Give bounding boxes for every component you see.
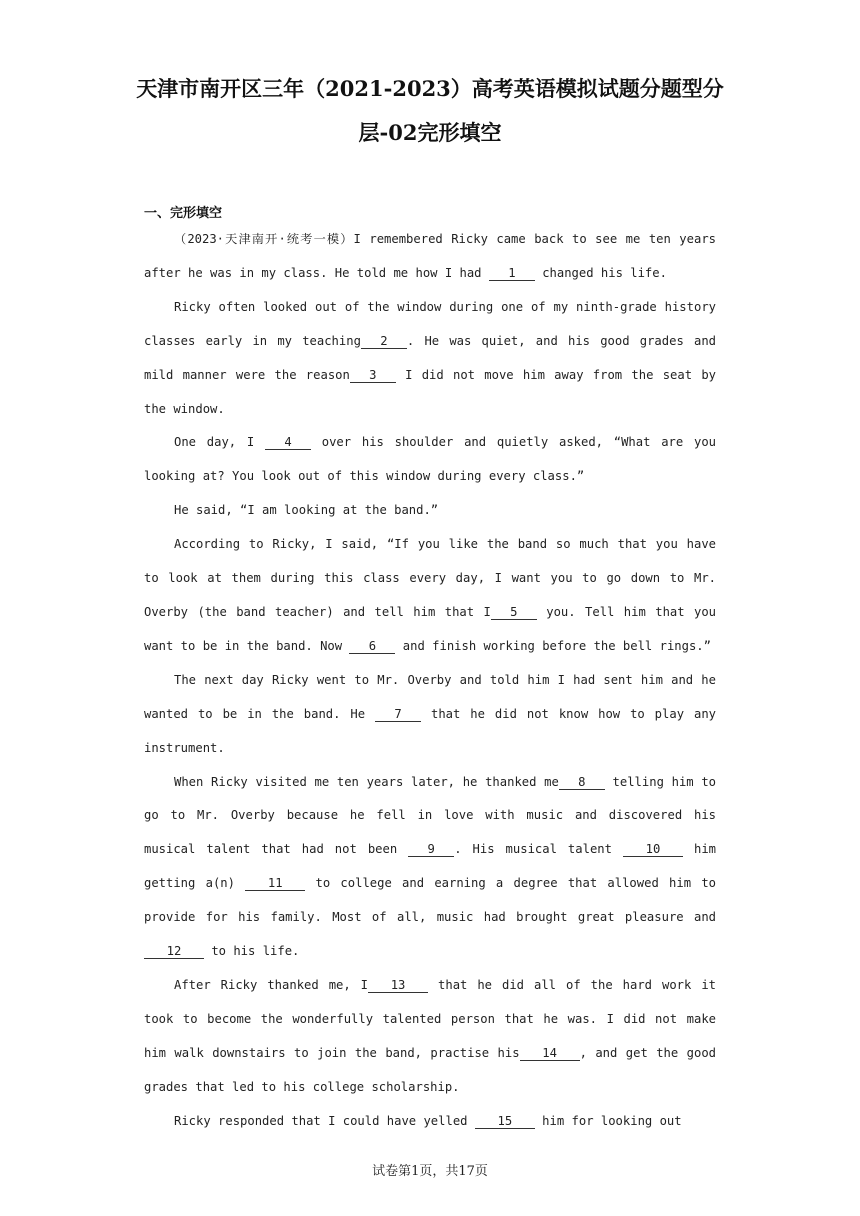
paragraph-text: that he did all of the hard work it took to become the wonderfully talented person that he was. I did not make him walk downstairs to join the band, practise his: [144, 977, 717, 1060]
page-footer: 试卷第1页，共17页: [372, 1164, 488, 1179]
paragraph-5: [144, 528, 716, 664]
paragraph-text: One day, I: [174, 435, 265, 450]
blank-15: 15: [475, 1114, 535, 1129]
blank-12: 12: [144, 944, 204, 959]
paragraph-text: telling him to go to Mr. Overby because he fell in love with music and discovered his musical talent that had not been: [144, 774, 716, 857]
page-title-line-2: 层-02完形填空: [358, 120, 502, 145]
paragraph-text: Ricky responded that I could have yelled: [174, 1113, 475, 1128]
paragraph-text: to college and earning a degree that allowed him to provide for his family. Most of all, music had brought great pleasure and: [144, 876, 716, 925]
blank-14: 14: [520, 1046, 580, 1061]
blank-8: 8: [559, 775, 605, 790]
blank-13: 13: [368, 978, 428, 993]
paragraph-7: [144, 766, 716, 969]
paragraph-3: [144, 426, 716, 494]
paragraph-text: that he did not know how to play any instrument.: [144, 706, 716, 755]
blank-5: 5: [491, 605, 537, 620]
paragraph-text: you. Tell him that you want to be in the band. Now: [144, 604, 717, 653]
paragraph-text: over his shoulder and quietly asked, “What are you looking at? You look out of this window during every class.”: [144, 435, 716, 484]
paragraph-text: and finish working before the bell rings.”: [395, 638, 711, 653]
paragraph-4: [144, 494, 716, 528]
paragraph-text: The next day Ricky went to Mr. Overby and told him I had sent him and he wanted to be in the band. He: [144, 672, 716, 721]
blank-2: 2: [361, 334, 407, 349]
paragraph-9: [144, 1105, 716, 1139]
blank-10: 10: [623, 842, 683, 857]
paragraph-text: He said, “I am looking at the band.”: [174, 503, 439, 518]
cloze-passage: [144, 223, 716, 1138]
paragraph-text: I did not move him away from the seat by the window.: [144, 367, 716, 416]
paragraph-text: , and get the good grades that led to his college scholarship.: [144, 1045, 717, 1094]
blank-6: 6: [349, 639, 395, 654]
blank-11: 11: [245, 876, 305, 891]
paragraph-text: to his life.: [204, 944, 300, 959]
paragraph-text: According to Ricky, I said, “If you like the band so much that you have to look at them during this class every day, I want you to go down to Mr. Overby (the band teacher) and tell him that I: [144, 537, 716, 619]
blank-7: 7: [375, 707, 421, 722]
blank-3: 3: [350, 368, 396, 383]
paragraph-text: him getting a(n): [144, 842, 716, 891]
paragraph-text: When Ricky visited me ten years later, he thanked me: [174, 774, 559, 789]
paragraph-text: . His musical talent: [454, 842, 623, 857]
blank-4: 4: [265, 435, 311, 450]
paragraph-text: Ricky often looked out of the window during one of my ninth-grade history classes early in my teaching: [144, 299, 716, 348]
paragraph-2: [144, 291, 716, 427]
paragraph-8: [144, 969, 716, 1105]
paragraph-text: After Ricky thanked me, I: [174, 977, 369, 992]
paragraph-text: changed his life.: [534, 265, 667, 280]
paragraph-text: . He was quiet, and his good grades and mild manner were the reason: [144, 333, 717, 382]
paragraph-text: （2023·天津南开·统考一模）I remembered Ricky came back to see me ten years after he was in my class. He told me how I had: [144, 232, 716, 280]
blank-9: 9: [408, 842, 454, 857]
section-heading: 一、完形填空: [144, 206, 223, 221]
paragraph-text: him for looking out: [534, 1113, 682, 1128]
page-title-line-1: 天津市南开区三年（2021-2023）高考英语模拟试题分题型分: [136, 76, 724, 101]
paragraph-6: [144, 664, 716, 766]
blank-1: 1: [489, 266, 535, 281]
paragraph-1: [144, 223, 716, 291]
